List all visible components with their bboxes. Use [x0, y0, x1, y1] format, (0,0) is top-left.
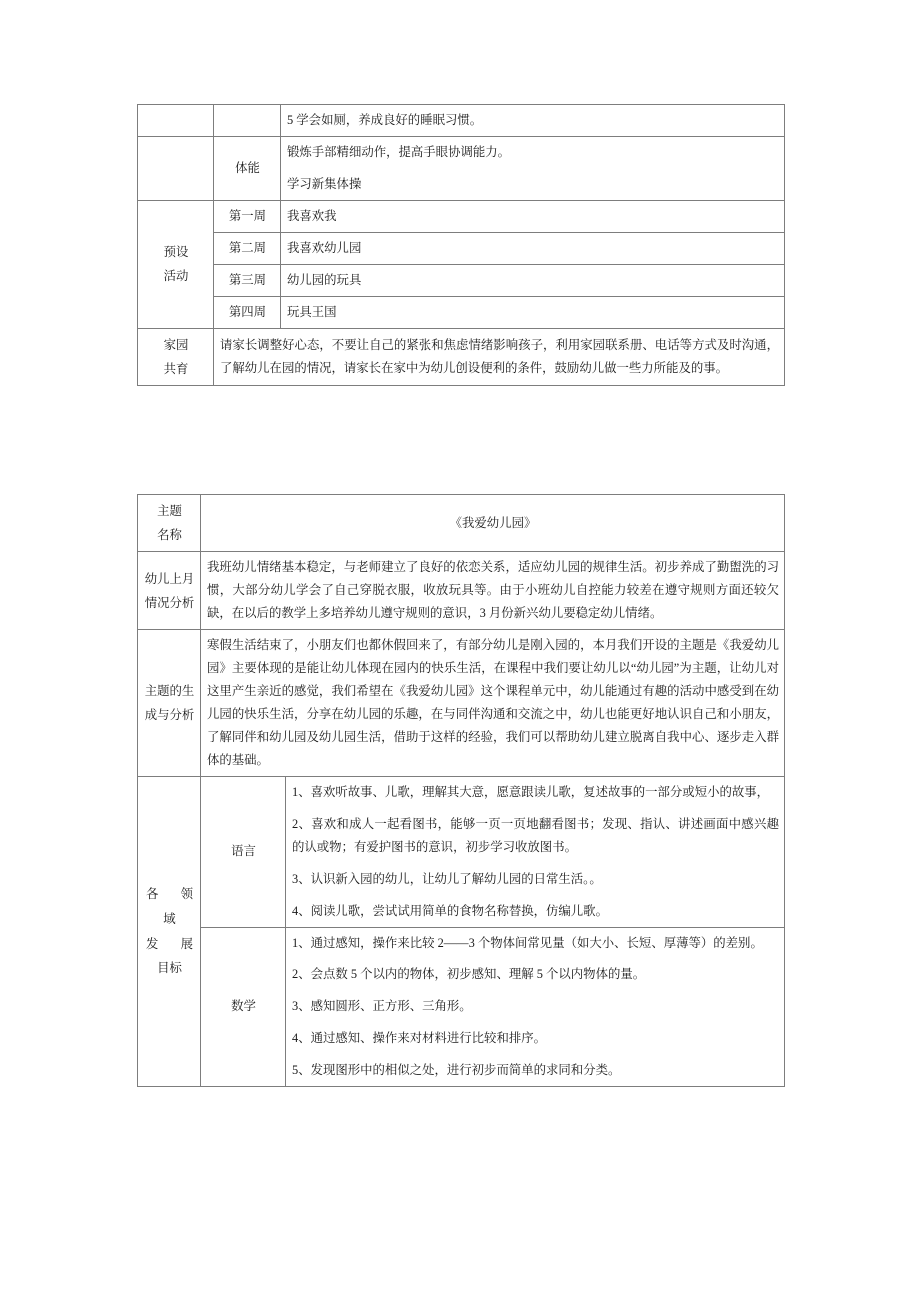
table-row: [138, 296, 785, 328]
cell-home-cooperation-text: 请家长调整好心态，不要让自己的紧张和焦虑情绪影响孩子，利用家园联系册、电话等方式及时沟通，了解幼儿在园的情况，请家长在家中为幼儿创设便利的条件，鼓励幼儿做一些力所能及的事。: [214, 328, 785, 385]
cell-last-month-text: 我班幼儿情绪基本稳定，与老师建立了良好的依恋关系，适应幼儿园的规律生活。初步养成了勤盥洗的习惯，大部分幼儿学会了自己穿脱衣服，收放玩具等。由于小班幼儿自控能力较差在遵守规则方面还较欠缺，在以后的教学上多培养幼儿遵守规则的意识，3 月份新兴幼儿要稳定幼儿情绪。: [201, 552, 785, 630]
math-item: 4、通过感知、操作来对材料进行比较和排序。: [292, 1031, 547, 1046]
cell-week-3-value: 幼儿园的玩具: [281, 264, 785, 296]
cell-fitness-label: 体能: [214, 136, 281, 200]
table-row: [138, 776, 785, 927]
table-row: [138, 328, 785, 385]
fitness-line-2: 学习新集体操: [287, 176, 362, 191]
fitness-line-1: 锻炼手部精细动作，提高手眼协调能力。: [287, 144, 511, 159]
cell-theme-generation-text: 寒假生活结束了，小朋友们也都休假回来了，有部分幼儿是刚入园的，本月我们开设的主题是《我爱幼儿园》主要体现的是能让幼儿体现在园内的快乐生活，在课程中我们要让幼儿以“幼儿园”为主题，让幼儿对这里产生亲近的感觉，我们希望在《我爱幼儿园》这个课程单元中，幼儿能通过有趣的活动中感受到在幼儿园的快乐生活，分享在幼儿园的乐趣，在与同伴沟通和交流之中，幼儿也能更好地认识自己和小朋友，了解同伴和幼儿园及幼儿园生活，借助于这样的经验，我们可以帮助幼儿建立脱离自我中心、逐步走入群体的基础。: [201, 630, 785, 777]
table-row: [138, 927, 785, 1087]
language-item: 4、阅读儿歌，尝试试用简单的食物名称替换，仿编儿歌。: [292, 903, 608, 918]
math-item: 1、通过感知，操作来比较 2——3 个物体间常见量（如大小、长短、厚薄等）的差别。: [292, 935, 763, 950]
preset-label-line-1: 预设: [163, 245, 189, 259]
theme-gen-label-line-2: 成与分析: [144, 708, 195, 722]
cell-math-label: 数学: [201, 927, 286, 1087]
cell-sleep-habit: 5 学会如厕，养成良好的睡眠习惯。: [281, 105, 785, 137]
cell-theme-generation-label: [138, 630, 201, 777]
table-row: [138, 136, 785, 200]
monthly-plan-table-top: [137, 104, 784, 386]
table-row: [138, 552, 785, 630]
theme-name-label-line-2: 名称: [157, 528, 182, 543]
domain-goal-label-line-2: 域: [163, 911, 176, 926]
cell-empty-corner: [138, 105, 214, 137]
domain-goal-label-line-4: 目标: [157, 961, 182, 976]
cell-theme-name-label: [138, 495, 201, 552]
theme-gen-label-line-1: 主题的生: [144, 683, 195, 698]
cell-theme-name-value: 《我爱幼儿园》: [201, 495, 785, 552]
cell-fitness-content: [281, 136, 785, 200]
cell-language-label: 语言: [201, 776, 286, 927]
cell-empty-subcorner: [214, 105, 281, 137]
cell-week-4-value: 玩具王国: [281, 296, 785, 328]
cell-empty-corner-2: [138, 136, 214, 200]
theme-name-label-line-1: 主题: [157, 504, 182, 518]
home-label-line-1: 家园: [163, 337, 189, 352]
last-month-label-line-1: 幼儿上月: [144, 571, 195, 586]
table-row: [138, 105, 785, 137]
cell-preset-activities-label: [138, 200, 214, 328]
cell-week-2-label: 第二周: [214, 232, 281, 264]
language-item: 3、认识新入园的幼儿，让幼儿了解幼儿园的日常生活。。: [292, 871, 602, 886]
math-item: 2、会点数 5 个以内的物体，初步感知、理解 5 个以内物体的量。: [292, 967, 646, 982]
table-row: [138, 495, 785, 552]
cell-domain-goals-label: [138, 776, 201, 1086]
theme-plan-table: [137, 494, 784, 1087]
cell-math-items: [286, 927, 785, 1087]
cell-week-1-value: 我喜欢我: [281, 200, 785, 232]
math-item: 3、感知圆形、正方形、三角形。: [292, 999, 472, 1014]
cell-week-4-label: 第四周: [214, 296, 281, 328]
cell-home-cooperation-label: [138, 328, 214, 385]
domain-goal-label-line-1: 各 领: [146, 886, 193, 901]
domain-goal-label-line-3: 发 展: [146, 936, 193, 951]
preset-label-line-2: 活动: [163, 269, 189, 284]
cell-week-3-label: 第三周: [214, 264, 281, 296]
language-item: 1、喜欢听故事、儿歌，理解其大意，愿意跟读儿歌，复述故事的一部分或短小的故事，: [292, 784, 770, 799]
table-two: [137, 494, 785, 1087]
table-row: [138, 200, 785, 232]
language-item: 2、喜欢和成人一起看图书，能够一页一页地翻看图书；发现、指认、讲述画面中感兴趣的认或物；有爱护图书的意识，初步学习收放图书。: [292, 816, 780, 854]
home-label-line-2: 共育: [163, 361, 189, 376]
table-row: [138, 232, 785, 264]
cell-week-2-value: 我喜欢幼儿园: [281, 232, 785, 264]
cell-language-items: [286, 776, 785, 927]
last-month-label-line-2: 情况分析: [144, 595, 195, 610]
table-one: [137, 104, 785, 386]
table-row: [138, 264, 785, 296]
cell-last-month-label: [138, 552, 201, 630]
table-row: [138, 630, 785, 777]
cell-week-1-label: 第一周: [214, 200, 281, 232]
math-item: 5、发现图形中的相似之处，进行初步而简单的求同和分类。: [292, 1063, 621, 1078]
